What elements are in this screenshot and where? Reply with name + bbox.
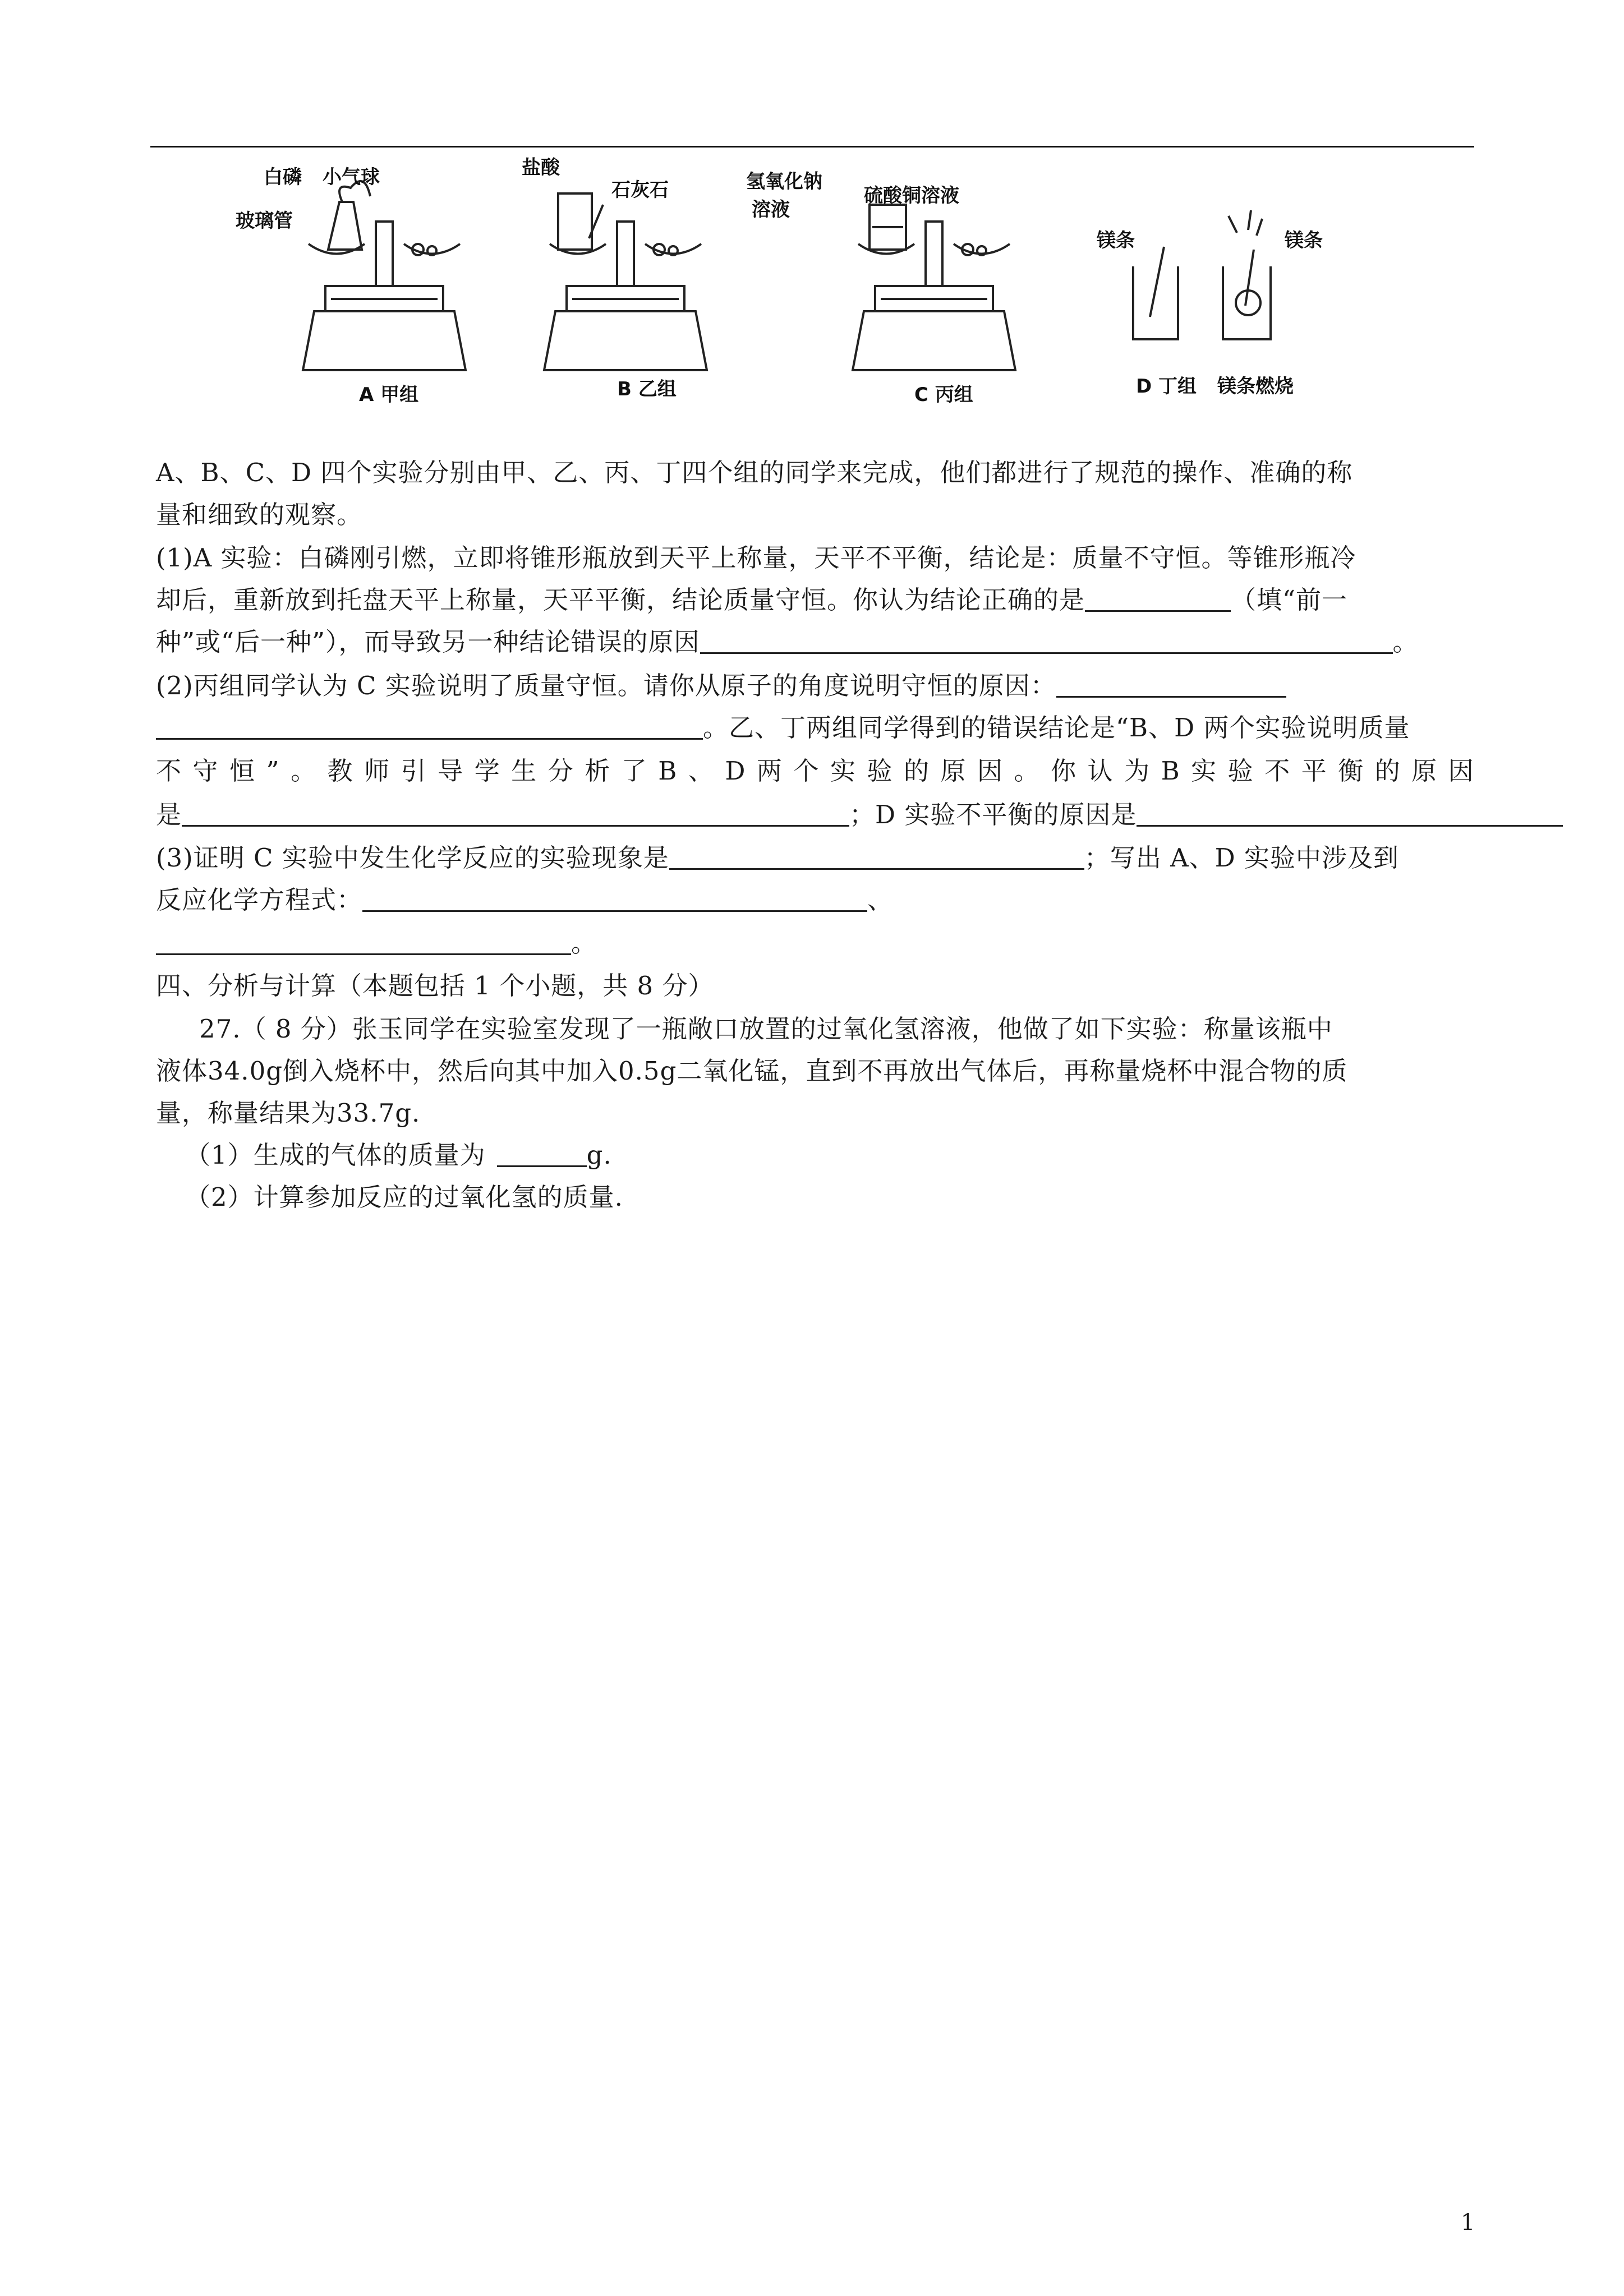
q2-line-3-char: 。: [1014, 756, 1040, 786]
q3-line-2-text: 反应化学方程式：: [156, 885, 363, 915]
answer-blank-q3-b[interactable]: [362, 886, 867, 912]
q1-line-1: (1)A 实验：白磷刚引燃，立即将锥形瓶放到天平上称量，天平不平衡，结论是：质量不守恒。等锥形瓶冷: [156, 543, 1356, 573]
q2-line-3-char: B: [658, 756, 678, 786]
q2-line-3-char: 引: [401, 756, 427, 786]
q2-line-3-char: ”: [266, 756, 280, 786]
q2-line-3-char: 认: [1087, 756, 1114, 786]
q1-line-3-tail: 。: [1392, 627, 1419, 657]
balance-a: [303, 181, 466, 370]
q1-line-2: [156, 583, 1347, 617]
q2-line-3-char: 为: [1124, 756, 1151, 786]
experiment-figure: [230, 149, 1341, 421]
answer-blank-q2-a[interactable]: [1056, 671, 1286, 698]
q2-line-3: [156, 754, 1474, 788]
q2-line-3-char: 的: [903, 756, 930, 786]
q2-line-4: [156, 798, 1563, 832]
q2-line-3-char: 你: [1051, 756, 1077, 786]
q1-line-3-text: 种”或“后一种”），而导致另一种结论错误的原因: [156, 627, 700, 657]
problem-27-line-2: 液体34.0g倒入烧杯中，然后向其中加入0.5g二氧化锰，直到不再放出气体后，再称量烧杯中混合物的质: [156, 1056, 1348, 1086]
label-limestone: 石灰石: [611, 179, 669, 201]
balance-c: [853, 205, 1015, 370]
intro-line-2: 量和细致的观察。: [156, 500, 363, 529]
q3-line-1: [156, 841, 1399, 875]
caption-b: B 乙组: [617, 378, 677, 400]
label-magnesium-1: 镁条: [1097, 229, 1135, 252]
q2-line-2: [156, 711, 1410, 745]
q2-line-3-char: 分: [548, 756, 574, 786]
q2-line-3-char: 衡: [1338, 756, 1364, 786]
q3-line-1-tail: ；写出 A、D 实验中涉及到: [1084, 843, 1399, 873]
q2-line-1-text: (2)丙组同学认为 C 实验说明了质量守恒。请你从原子的角度说明守恒的原因：: [156, 671, 1056, 700]
section-4-heading: 四、分析与计算（本题包括 1 个小题，共 8 分）: [156, 971, 714, 1001]
q2-line-1: [156, 669, 1286, 703]
answer-blank-q1-a[interactable]: [1085, 585, 1231, 612]
q2-line-3-char: 因: [1448, 756, 1474, 786]
q2-line-3-char: 实: [1191, 756, 1217, 786]
q2-line-3-char: 、: [688, 756, 714, 786]
label-small-balloon: 小气球: [323, 166, 380, 188]
problem-27-line-3: 量，称量结果为33.7g.: [156, 1098, 421, 1128]
q2-line-3-char: 实: [830, 756, 856, 786]
q2-line-3-char: 原: [1411, 756, 1438, 786]
balance-b: [544, 193, 707, 370]
answer-blank-q3-a[interactable]: [669, 843, 1084, 870]
label-hydrochloric-acid: 盐酸: [522, 156, 560, 179]
q2-line-3-char: 师: [364, 756, 390, 786]
q2-line-3-char: B: [1161, 756, 1180, 786]
q2-line-3-char: 导: [438, 756, 464, 786]
caption-c: C 丙组: [914, 384, 973, 406]
q2-line-3-char: 生: [511, 756, 537, 786]
q2-line-3-char: 。: [291, 756, 317, 786]
caption-a: A 甲组: [359, 384, 419, 406]
label-glass-tube: 玻璃管: [236, 210, 293, 232]
label-copper-sulfate: 硫酸铜溶液: [864, 185, 959, 207]
answer-blank-27-1[interactable]: [497, 1141, 587, 1167]
q3-line-3-tail: 。: [571, 928, 597, 958]
magnesium-beakers: [1133, 210, 1271, 339]
header-rule: [150, 146, 1474, 147]
balance-experiments-illustration: [230, 149, 1341, 421]
q2-line-3-char: 原: [940, 756, 967, 786]
problem-27-q2: （2）计算参加反应的过氧化氢的质量.: [185, 1182, 623, 1212]
q2-line-4-mid: ；D 实验不平衡的原因是: [849, 800, 1137, 829]
q2-line-3-char: 守: [192, 756, 219, 786]
q2-line-3-char: 的: [1374, 756, 1401, 786]
page-number: 1: [1461, 2210, 1475, 2235]
q2-line-3-char: D: [725, 756, 746, 786]
q2-line-3-char: 了: [621, 756, 647, 786]
q3-line-2: [156, 883, 893, 917]
q2-line-3-char: 个: [793, 756, 820, 786]
caption-d: D 丁组: [1136, 375, 1197, 398]
q2-line-2-text: 。乙、丁两组同学得到的错误结论是“B、D 两个实验说明质量: [703, 713, 1410, 743]
problem-27-q1: [185, 1138, 612, 1172]
answer-blank-q2-b[interactable]: [156, 713, 703, 740]
problem-27-q1-text: （1）生成的气体的质量为: [185, 1140, 486, 1170]
answer-blank-q2-c[interactable]: [182, 800, 849, 827]
caption-d-burning: 镁条燃烧: [1217, 375, 1294, 398]
answer-blank-q3-c[interactable]: [156, 929, 571, 955]
q1-line-3: [156, 625, 1419, 659]
q3-line-3: [156, 926, 597, 960]
intro-line-1: A、B、C、D 四个实验分别由甲、乙、丙、丁四个组的同学来完成，他们都进行了规范的操作、准确的称: [156, 458, 1353, 487]
problem-27-q1-unit: g.: [586, 1140, 612, 1170]
q2-line-3-char: 不: [1264, 756, 1291, 786]
q2-line-3-char: 不: [156, 756, 182, 786]
q2-line-3-char: 学: [474, 756, 500, 786]
q2-line-3-char: 因: [977, 756, 1004, 786]
q2-line-3-char: 教: [327, 756, 353, 786]
q3-line-2-tail: 、: [867, 885, 894, 915]
q2-line-4-text: 是: [156, 800, 182, 829]
q2-line-3-char: 两: [756, 756, 783, 786]
q2-line-3-char: 恒: [229, 756, 256, 786]
label-white-phosphorus: 白磷: [264, 166, 302, 188]
q1-line-2-tail: （填“前一: [1231, 585, 1348, 615]
q2-line-3-char: 验: [867, 756, 893, 786]
answer-blank-q1-b[interactable]: [700, 628, 1393, 654]
q1-line-2-text: 却后，重新放到托盘天平上称量，天平平衡，结论质量守恒。你认为结论正确的是: [156, 585, 1085, 615]
label-sodium-hydroxide: 氢氧化钠: [746, 170, 822, 193]
problem-27-line-1: 27.（ 8 分）张玉同学在实验室发现了一瓶敞口放置的过氧化氢溶液，他做了如下实验：称量该瓶中: [199, 1014, 1333, 1044]
answer-blank-q2-d[interactable]: [1137, 800, 1563, 827]
q2-line-3-char: 析: [585, 756, 611, 786]
q2-line-3-char: 平: [1301, 756, 1327, 786]
label-solution: 溶液: [752, 199, 790, 221]
q2-line-3-char: 验: [1227, 756, 1254, 786]
label-magnesium-2: 镁条: [1285, 229, 1323, 252]
q3-line-1-text: (3)证明 C 实验中发生化学反应的实验现象是: [156, 843, 669, 873]
